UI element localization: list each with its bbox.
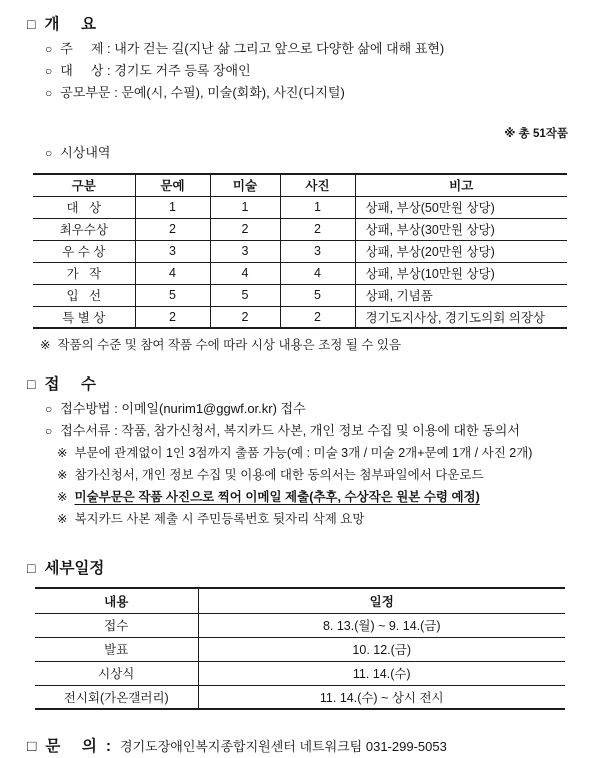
target-text: 대 상 : 경기도 거주 등록 장애인: [60, 63, 251, 78]
table-cell: 접수: [35, 613, 198, 637]
target-line: [45, 60, 570, 82]
categories-text: 공모부문 : 문예(시, 수필), 미술(회화), 사진(디지털): [60, 85, 345, 100]
circle-bullet-icon: ○: [45, 86, 53, 100]
submission-heading-label: 접 수: [44, 376, 96, 393]
table-cell: 4: [280, 262, 355, 284]
award-table: [33, 173, 567, 329]
table-cell: 1: [210, 196, 280, 218]
overview-items: [45, 38, 570, 164]
column-header: 내용: [35, 588, 198, 613]
table-cell: 1: [280, 196, 355, 218]
table-cell: 4: [135, 262, 210, 284]
note-art-photo-text: 미술부문은 작품 사진으로 찍어 이메일 제출(추후, 수상작은 원본 수령 예정): [74, 490, 480, 504]
table-row: [35, 613, 565, 637]
table-cell: 발표: [35, 637, 198, 661]
award-table-note: [40, 334, 570, 356]
column-header: 비고: [355, 174, 567, 196]
table-cell: 대 상: [33, 196, 135, 218]
square-bullet-icon: □: [27, 738, 37, 755]
award-table-note-text: 작품의 수준 및 참여 작품 수에 따라 시상 내용은 조정 될 수 있음: [57, 338, 402, 352]
awards-text: 시상내역: [60, 145, 111, 160]
table-row: [33, 284, 567, 306]
square-bullet-icon: □: [27, 560, 36, 576]
categories-line: [45, 82, 570, 104]
note-download-text: 참가신청서, 개인 정보 수집 및 이용에 대한 동의서는 첨부파일에서 다운로드: [74, 468, 484, 482]
contact-line: [27, 736, 570, 758]
note-art-photo: [57, 486, 570, 508]
table-cell: 5: [280, 284, 355, 306]
table-cell: 상패, 부상(50만원 상당): [355, 196, 567, 218]
table-cell: 11. 14.(수) ~ 상시 전시: [198, 685, 565, 709]
overview-heading: [27, 13, 570, 36]
submission-items: [45, 398, 570, 442]
table-cell: 2: [210, 218, 280, 240]
table-cell: 시상식: [35, 661, 198, 685]
table-cell: 3: [280, 240, 355, 262]
table-cell: 3: [210, 240, 280, 262]
table-row: [33, 240, 567, 262]
table-cell: 우 수 상: [33, 240, 135, 262]
submission-heading: [27, 373, 570, 396]
schedule-heading-label: 세부일정: [44, 560, 105, 577]
note-entry-limit: [57, 442, 570, 464]
table-cell: 경기도지사상, 경기도의회 의장상: [355, 306, 567, 328]
schedule-heading: [27, 557, 570, 580]
note-asterisk-icon: ※: [57, 490, 68, 504]
table-row: [33, 196, 567, 218]
table-cell: 5: [210, 284, 280, 306]
circle-bullet-icon: ○: [45, 424, 53, 438]
table-cell: 8. 13.(월) ~ 9. 14.(금): [198, 613, 565, 637]
table-row: [35, 661, 565, 685]
subject-line: [45, 38, 570, 60]
circle-bullet-icon: ○: [45, 402, 53, 416]
overview-heading-label: 개 요: [44, 16, 96, 33]
table-cell: 최우수상: [33, 218, 135, 240]
table-row: [33, 306, 567, 328]
table-cell: 4: [210, 262, 280, 284]
table-row: [33, 218, 567, 240]
total-works-text: 총 51작품: [518, 128, 568, 140]
table-row: [35, 637, 565, 661]
table-cell: 3: [135, 240, 210, 262]
note-asterisk-icon: ※: [57, 446, 68, 460]
note-asterisk-icon: ※: [504, 128, 516, 140]
awards-line: [45, 104, 570, 164]
note-card-privacy: [57, 508, 570, 530]
table-cell: 2: [135, 218, 210, 240]
table-cell: 전시회(가온갤러리): [63, 690, 169, 705]
circle-bullet-icon: ○: [45, 42, 53, 56]
table-cell: 특 별 상: [62, 310, 106, 325]
submit-method-line: [45, 398, 570, 420]
note-asterisk-icon: ※: [57, 512, 68, 526]
circle-bullet-icon: ○: [45, 146, 53, 160]
table-cell: 2: [135, 306, 210, 328]
column-header: 사진: [280, 174, 355, 196]
square-bullet-icon: □: [27, 376, 36, 392]
column-header: 일정: [198, 588, 565, 613]
table-cell: 2: [210, 306, 280, 328]
square-bullet-icon: □: [27, 16, 36, 32]
note-asterisk-icon: ※: [40, 338, 51, 352]
contact-text: 경기도장애인복지종합지원센터 네트워크팀 031-299-5053: [120, 739, 447, 754]
table-cell: 1: [135, 196, 210, 218]
total-works-note: [479, 104, 568, 164]
contact-heading-label: 문 의: [45, 738, 97, 755]
table-header-row: [35, 588, 565, 613]
contact-separator: :: [105, 738, 112, 755]
note-download: [57, 464, 570, 486]
column-header: 미술: [210, 174, 280, 196]
note-entry-limit-text: 부문에 관계없이 1인 3점까지 출품 가능(예 : 미술 3개 / 미술 2개+문예 1개 / 사진 2개): [74, 446, 533, 460]
note-asterisk-icon: ※: [57, 468, 68, 482]
table-header-row: [33, 174, 567, 196]
table-cell: 상패, 부상(30만원 상당): [355, 218, 567, 240]
table-row: [35, 685, 565, 709]
table-cell: 상패, 부상(20만원 상당): [355, 240, 567, 262]
submit-docs-text: 접수서류 : 작품, 참가신청서, 복지카드 사본, 개인 정보 수집 및 이용에 대한 동의서: [60, 423, 520, 438]
table-cell: 2: [280, 306, 355, 328]
table-cell: 2: [280, 218, 355, 240]
table-cell: 가 작: [33, 262, 135, 284]
column-header: 문예: [135, 174, 210, 196]
table-cell: 5: [135, 284, 210, 306]
table-cell: 10. 12.(금): [198, 637, 565, 661]
subject-text: 주 제 : 내가 걷는 길(지난 삶 그리고 앞으로 다양한 삶에 대해 표현): [60, 41, 445, 56]
submission-notes: [57, 442, 570, 530]
table-cell: 상패, 기념품: [355, 284, 567, 306]
table-cell: 입 선: [33, 284, 135, 306]
submit-docs-line: [45, 420, 570, 442]
schedule-table: [35, 587, 565, 710]
column-header: 구분: [33, 174, 135, 196]
table-cell: 상패, 부상(10만원 상당): [355, 262, 567, 284]
table-cell: 11. 14.(수): [198, 661, 565, 685]
circle-bullet-icon: ○: [45, 64, 53, 78]
table-row: [33, 262, 567, 284]
submit-method-text: 접수방법 : 이메일(nurim1@ggwf.or.kr) 접수: [60, 401, 306, 416]
note-card-privacy-text: 복지카드 사본 제출 시 주민등록번호 뒷자리 삭제 요망: [74, 512, 365, 526]
